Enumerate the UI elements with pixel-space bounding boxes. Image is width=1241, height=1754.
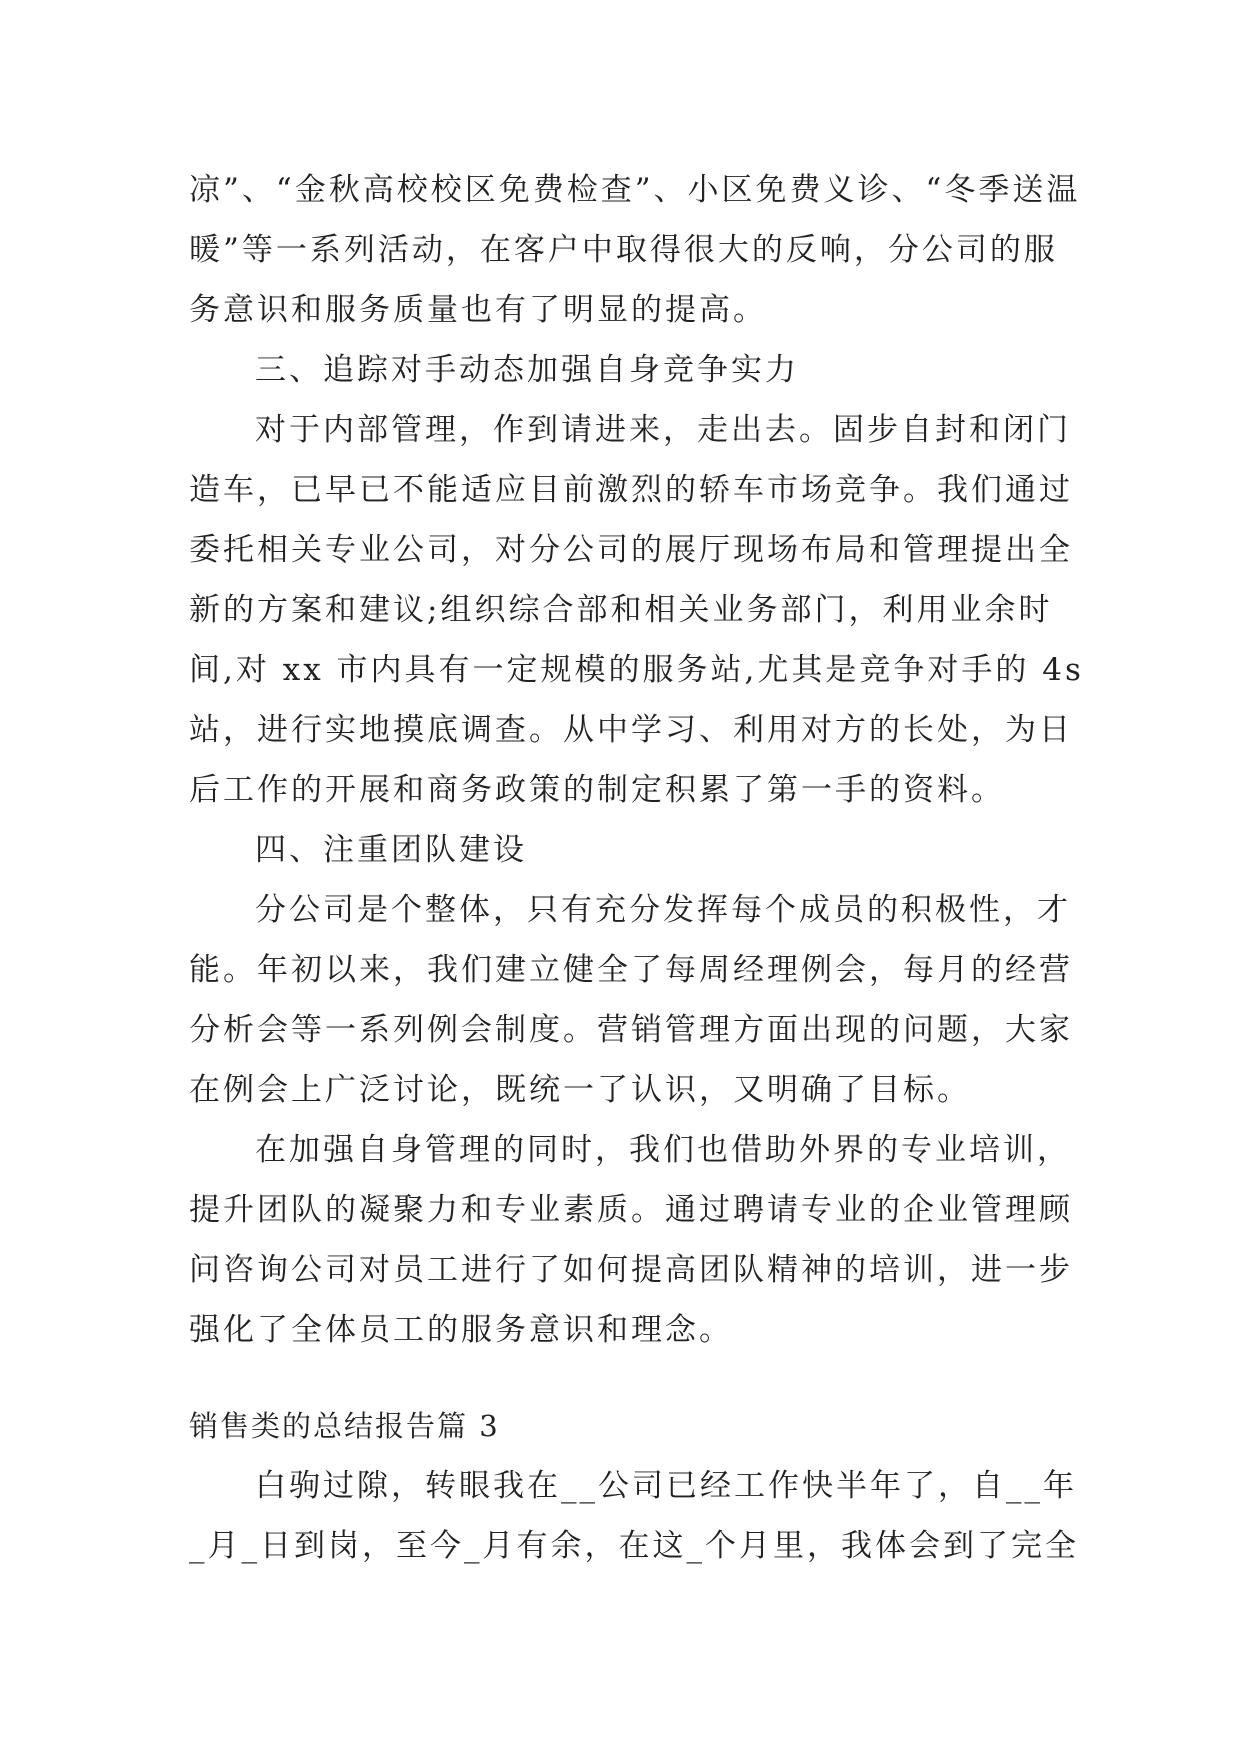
- paragraph-line: 造车，已早已不能适应目前激烈的轿车市场竞争。我们通过: [189, 472, 1073, 508]
- paragraph-line: 暖”等一系列活动，在客户中取得很大的反响，分公司的服: [189, 232, 1058, 268]
- document-body: [189, 160, 1084, 1576]
- section-heading: 四、注重团队建设: [255, 832, 527, 868]
- paragraph-line: 提升团队的凝聚力和专业素质。通过聘请专业的企业管理顾: [189, 1192, 1073, 1228]
- section-heading: 三、追踪对手动态加强自身竞争实力: [255, 352, 799, 388]
- paragraph-line: 强化了全体员工的服务意识和理念。: [189, 1312, 733, 1348]
- paragraph-line: 在加强自身管理的同时，我们也借助外界的专业培训，: [255, 1132, 1071, 1168]
- paragraph-line: 分公司是个整体，只有充分发挥每个成员的积极性，才: [255, 892, 1071, 928]
- paragraph-line: 对于内部管理，作到请进来，走出去。固步自封和闭门: [255, 412, 1071, 448]
- paragraph-line: 站，进行实地摸底调查。从中学习、利用对方的长处，为日: [189, 712, 1073, 748]
- paragraph-line: _月_日到岗，至今_月有余，在这_个月里，我体会到了完全: [189, 1528, 1079, 1564]
- paragraph-line: 分析会等一系列例会制度。营销管理方面出现的问题，大家: [189, 1012, 1073, 1048]
- paragraph-line: 问咨询公司对员工进行了如何提高团队精神的培训，进一步: [189, 1252, 1073, 1288]
- paragraph-line: 后工作的开展和商务政策的制定积累了第一手的资料。: [189, 772, 1005, 808]
- paragraph-line: 凉”、“金秋高校校区免费检查”、小区免费义诊、“冬季送温: [189, 172, 1081, 208]
- paragraph-line: 间,对 xx 市内具有一定规模的服务站,尤其是竞争对手的 4s: [189, 652, 1084, 688]
- paragraph-line: 新的方案和建议;组织综合部和相关业务部门，利用业余时: [189, 592, 1053, 628]
- paragraph-line: 白驹过隙，转眼我在__公司已经工作快半年了，自__年: [255, 1468, 1077, 1504]
- paragraph-line: 务意识和服务质量也有了明显的提高。: [189, 292, 767, 328]
- paragraph-line: 能。年初以来，我们建立健全了每周经理例会，每月的经营: [189, 952, 1073, 988]
- section-spacer: [189, 1360, 1051, 1396]
- article-title: 销售类的总结报告篇 3: [189, 1409, 500, 1443]
- paragraph-line: 委托相关专业公司，对分公司的展厅现场布局和管理提出全: [189, 532, 1073, 568]
- paragraph-line: 在例会上广泛讨论，既统一了认识，又明确了目标。: [189, 1072, 971, 1108]
